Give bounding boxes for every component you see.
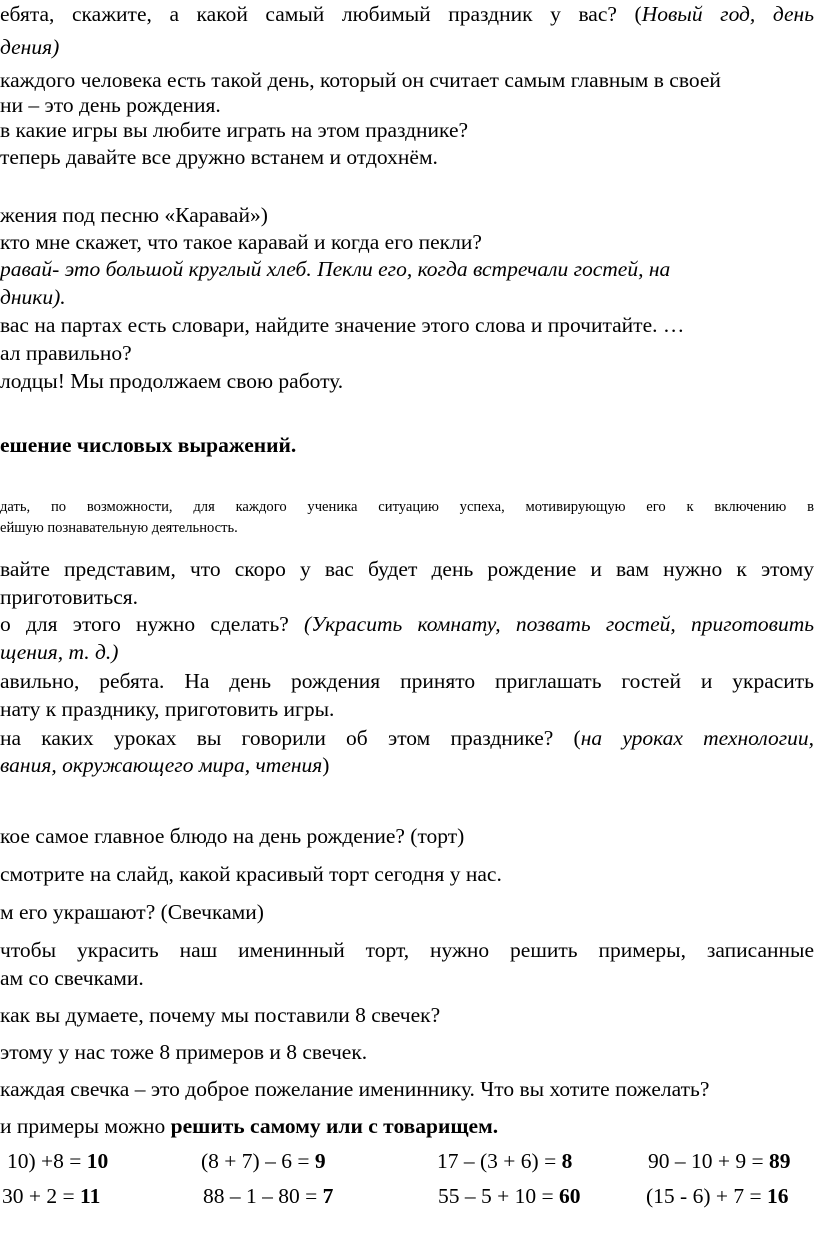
goal-line: ейшую познавательную деятельность.	[0, 520, 238, 536]
text-line: ал правильно?	[0, 341, 132, 365]
text-line: вайте представим, что скоро у вас будет день рождение и вам нужно к этому	[0, 557, 814, 581]
text-line: лодцы! Мы продолжаем свою работу.	[0, 369, 344, 393]
text-line: этому у нас тоже 8 примеров и 8 свечек.	[0, 1040, 368, 1064]
text-line: приготовиться.	[0, 585, 139, 609]
text-line: смотрите на слайд, какой красивый торт сегодня у нас.	[0, 862, 502, 886]
goal-line: дать, по возможности, для каждого ученика ситуацию успеха, мотивирующую его к включению в	[0, 499, 814, 515]
math-example: 88 – 1 – 80 = 7	[203, 1184, 334, 1208]
math-example: 10) +8 = 10	[7, 1149, 109, 1173]
math-example: (15 - 6) + 7 = 16	[646, 1184, 789, 1208]
math-example: 90 – 10 + 9 = 89	[648, 1149, 791, 1173]
text-line: нату к празднику, приготовить игры.	[0, 697, 335, 721]
text-line: кто мне скажет, что такое каравай и когда его пекли?	[0, 230, 482, 254]
section-heading: ешение числовых выражений.	[0, 433, 297, 457]
text-line: ам со свечками.	[0, 966, 144, 990]
answer-run: Новый год, день	[641, 2, 814, 26]
text-run: на каких уроках вы говорили об этом празднике? (	[0, 726, 581, 750]
text-line: каждого человека есть такой день, который он считает самым главным в своей	[0, 68, 721, 92]
text-line: как вы думаете, почему мы поставили 8 свечек?	[0, 1003, 441, 1027]
answer-run: на уроках технологии,	[580, 726, 814, 750]
text-line	[0, 1113, 816, 1139]
text-line: кое самое главное блюдо на день рождение? (торт)	[0, 824, 465, 848]
math-example: 30 + 2 = 11	[2, 1184, 101, 1208]
text-line	[0, 611, 814, 637]
answer-line: щения, т. д.)	[0, 640, 119, 664]
answer-line: равай- это большой круглый хлеб. Пекли его, когда встречали гостей, на	[0, 257, 671, 281]
text-line: каждая свечка – это доброе пожелание имениннику. Что вы хотите пожелать?	[0, 1077, 710, 1101]
math-example: 55 – 5 + 10 = 60	[438, 1184, 581, 1208]
answer-run: вания, окружающего мира, чтения	[0, 753, 323, 777]
math-example: (8 + 7) – 6 = 9	[201, 1149, 326, 1173]
math-example: 17 – (3 + 6) = 8	[437, 1149, 573, 1173]
text-run: о для этого нужно сделать?	[0, 612, 305, 636]
text-line: в какие игры вы любите играть на этом празднике?	[0, 118, 469, 142]
answer-line: дники).	[0, 285, 66, 309]
text-line	[0, 725, 814, 751]
text-run: и примеры можно	[0, 1114, 171, 1138]
answer-run: (Украсить комнату, позвать гостей, приготовить	[304, 612, 815, 636]
text-line: жения под песню «Каравай»)	[0, 203, 268, 227]
bold-run: решить самому или с товарищем.	[170, 1114, 499, 1138]
text-line: ни – это день рождения.	[0, 93, 221, 117]
text-line: авильно, ребята. На день рождения принято приглашать гостей и украсить	[0, 669, 814, 693]
text-line: м его украшают? (Свечками)	[0, 900, 264, 924]
text-run: ебята, скажите, а какой самый любимый праздник у вас? (	[0, 2, 642, 26]
text-line: теперь давайте все дружно встанем и отдохнём.	[0, 145, 438, 169]
text-line	[0, 752, 816, 778]
text-line: вас на партах есть словари, найдите значение этого слова и прочитайте. …	[0, 313, 685, 337]
text-line: дения)	[0, 35, 60, 59]
text-line	[0, 1, 814, 27]
text-run: )	[322, 753, 330, 777]
text-line: чтобы украсить наш именинный торт, нужно решить примеры, записанные	[0, 938, 814, 962]
